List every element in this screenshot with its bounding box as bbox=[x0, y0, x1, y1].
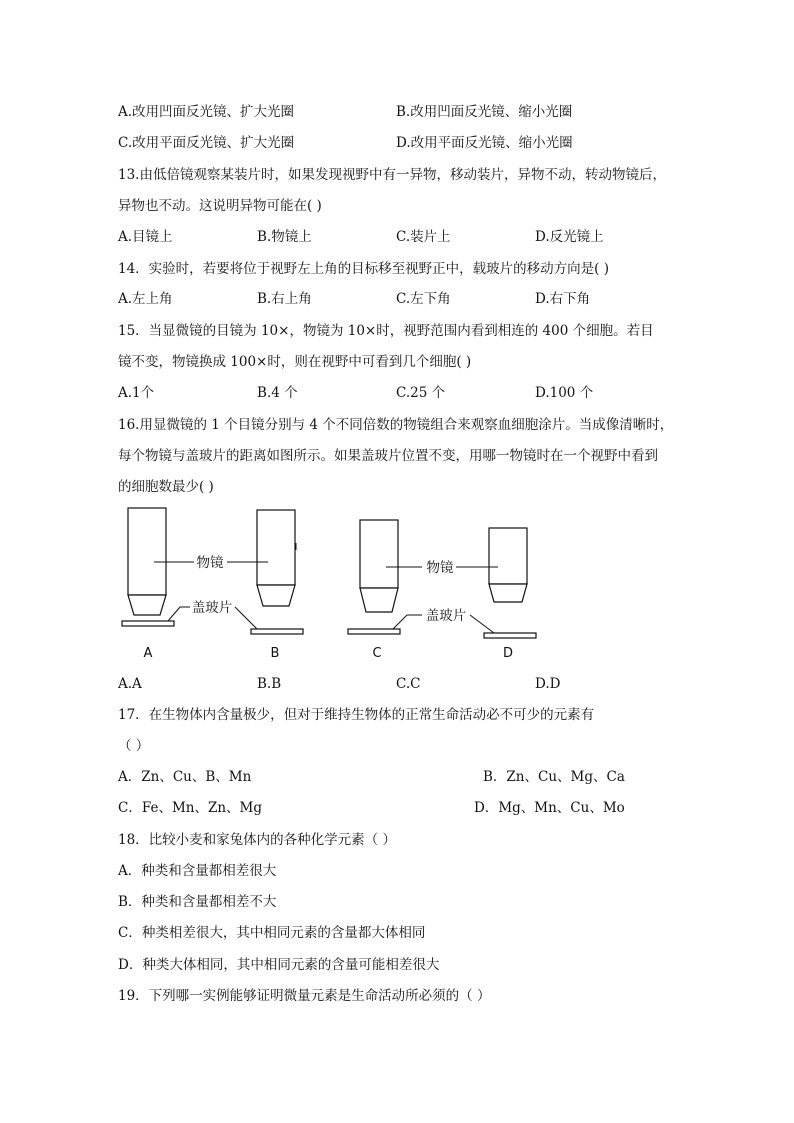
q16-stem-line-2: 每个物镜与盖玻片的距离如图所示。如果盖玻片位置不变，用哪一物镜时在一个视野中看到 bbox=[118, 448, 658, 464]
q16-stem-line-3: 的细胞数最少( ) bbox=[118, 479, 214, 495]
objective-d bbox=[484, 528, 536, 638]
figure-letter-a: A bbox=[143, 646, 153, 661]
q13-option-d: D.反光镜上 bbox=[535, 229, 604, 245]
q15-stem-line-1: 15．当显微镜的目镜为 10×，物镜为 10×时，视野范围内看到相连的 400 个细胞。若目 bbox=[118, 323, 654, 339]
q12-option-b: B.改用凹面反光镜、缩小光圈 bbox=[396, 104, 573, 120]
q17-option-c: C．Fe、Mn、Zn、Mg bbox=[118, 800, 263, 816]
q14-option-d: D.右下角 bbox=[535, 291, 591, 307]
q18-option-b: B．种类和含量都相差不大 bbox=[118, 894, 277, 910]
q13-option-c: C.装片上 bbox=[396, 229, 451, 245]
q17-stem-line-1: 17．在生物体内含量极少，但对于维持生物体的正常生命活动必不可少的元素有 bbox=[118, 707, 595, 723]
q15-option-a: A.1个 bbox=[118, 385, 155, 401]
q16-option-c: C.C bbox=[396, 676, 421, 692]
q18-option-a: A．种类和含量都相差很大 bbox=[118, 863, 277, 879]
q17-stem-line-2: （ ） bbox=[118, 738, 150, 754]
q15-stem-line-2: 镜不变，物镜换成 100×时，则在视野中可看到几个细胞( ) bbox=[118, 354, 472, 370]
q18-stem: 18．比较小麦和家兔体内的各种化学元素（ ） bbox=[118, 832, 396, 848]
q13-option-a: A.目镜上 bbox=[118, 229, 173, 245]
q18-option-c: C．种类相差很大，其中相同元素的含量都大体相同 bbox=[118, 925, 426, 941]
objective-b bbox=[251, 510, 303, 634]
q12-option-d: D.改用平面反光镜、缩小光圈 bbox=[396, 135, 573, 151]
q12-option-c: C.改用平面反光镜、扩大光圈 bbox=[118, 135, 295, 151]
objective-c bbox=[348, 520, 400, 634]
objective-lens-figure bbox=[110, 500, 560, 670]
q15-option-c: C.25 个 bbox=[396, 385, 446, 401]
q19-stem: 19．下列哪一实例能够证明微量元素是生命活动所必须的（ ） bbox=[118, 988, 491, 1004]
q16-option-a: A.A bbox=[118, 676, 142, 692]
q14-option-c: C.左下角 bbox=[396, 291, 451, 307]
q16-option-b: B.B bbox=[257, 676, 282, 692]
figure-label-objective-right: 物镜 bbox=[426, 560, 454, 576]
q13-option-b: B.物镜上 bbox=[257, 229, 312, 245]
figure-label-coverslip-left: 盖玻片 bbox=[191, 600, 233, 616]
q12-option-a: A.改用凹面反光镜、扩大光圈 bbox=[118, 104, 295, 120]
q13-stem-line-2: 异物也不动。这说明异物可能在( ) bbox=[118, 198, 322, 214]
q14-option-b: B.右上角 bbox=[257, 291, 312, 307]
q16-option-d: D.D bbox=[535, 676, 561, 692]
q15-option-d: D.100 个 bbox=[535, 385, 594, 401]
q14-option-a: A.左上角 bbox=[118, 291, 173, 307]
q14-stem: 14．实验时，若要将位于视野左上角的目标移至视野正中，载玻片的移动方向是( ) bbox=[118, 261, 610, 277]
q17-option-a: A．Zn、Cu、B、Mn bbox=[118, 769, 252, 785]
figure-label-objective-left: 物镜 bbox=[196, 555, 224, 571]
q16-stem-line-1: 16.用显微镜的 1 个目镜分别与 4 个不同倍数的物镜组合来观察血细胞涂片。当成像清晰时， bbox=[118, 417, 674, 433]
q18-option-d: D．种类大体相同，其中相同元素的含量可能相差很大 bbox=[118, 957, 440, 973]
figure-letter-d: D bbox=[502, 646, 514, 661]
q15-option-b: B.4 个 bbox=[257, 385, 298, 401]
objective-a bbox=[122, 508, 174, 626]
figure-letter-c: C bbox=[372, 646, 382, 661]
q17-option-b: B．Zn、Cu、Mg、Ca bbox=[483, 769, 625, 785]
q17-option-d: D．Mg、Mn、Cu、Mo bbox=[474, 800, 625, 816]
figure-label-coverslip-right: 盖玻片 bbox=[425, 608, 467, 624]
figure-letter-b: B bbox=[270, 646, 280, 661]
q13-stem-line-1: 13.由低倍镜观察某装片时，如果发现视野中有一异物，移动装片，异物不动，转动物镜后， bbox=[118, 167, 666, 183]
